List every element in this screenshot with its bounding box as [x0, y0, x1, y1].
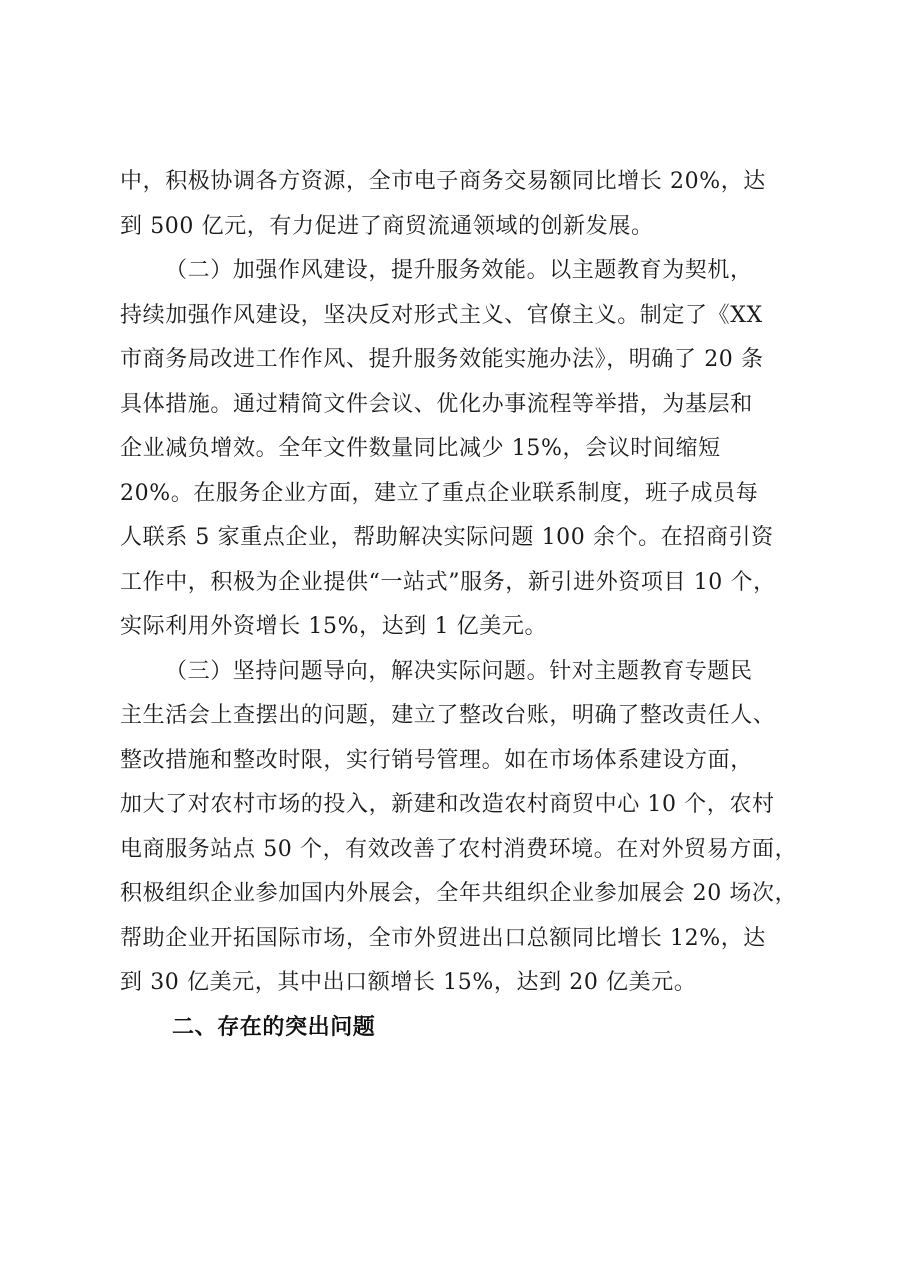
- text-line: 到 500 亿元，有力促进了商贸流通领域的创新发展。: [120, 213, 654, 239]
- text-line: 具体措施。通过精简文件会议、优化办事流程等举措，为基层和: [120, 391, 753, 417]
- text-line: 人联系 5 家重点企业，帮助解决实际问题 100 余个。在招商引资: [120, 525, 774, 550]
- text-line: （三）坚持问题导向，解决实际问题。针对主题教育专题民: [165, 658, 753, 684]
- text-line: 实际利用外资增长 15%，达到 1 亿美元。: [120, 614, 548, 639]
- text-line: 加大了对农村市场的投入，新建和改造农村商贸中心 10 个，农村: [120, 792, 775, 817]
- paragraph-work-style: [120, 249, 810, 650]
- text-line: 20%。在服务企业方面，建立了重点企业联系制度，班子成员每: [120, 480, 759, 506]
- paragraph-continuation: [120, 160, 810, 249]
- text-line: 到 30 亿美元，其中出口额增长 15%，达到 20 亿美元。: [120, 970, 697, 995]
- text-line: 积极组织企业参加国内外展会，全年共组织企业参加展会 20 场次，: [120, 881, 798, 906]
- text-line: 企业减负增效。全年文件数量同比减少 15%，会议时间缩短: [120, 436, 721, 461]
- text-line: 主生活会上查摆出的问题，建立了整改台账，明确了整改责任人、: [120, 703, 776, 728]
- paragraph-problem-oriented: [120, 650, 810, 1006]
- page-content: [120, 160, 810, 1050]
- text-line: 电商服务站点 50 个，有效改善了农村消费环境。在对外贸易方面，: [120, 836, 798, 862]
- text-line: 帮助企业开拓国际市场，全市外贸进出口总额同比增长 12%，达: [120, 925, 766, 951]
- text-line: （二）加强作风建设，提升服务效能。以主题教育为契机，: [165, 258, 753, 283]
- text-line: 中，积极协调各方资源，全市电子商务交易额同比增长 20%，达: [120, 169, 766, 194]
- text-line: 持续加强作风建设，坚决反对形式主义、官僚主义。制定了《XX: [120, 302, 763, 328]
- text-line: 市商务局改进工作作风、提升服务效能实施办法》，明确了 20 条: [120, 347, 764, 372]
- text-line: 整改措施和整改时限，实行销号管理。如在市场体系建设方面，: [120, 747, 753, 773]
- section-heading: 二、存在的突出问题: [172, 1014, 376, 1040]
- text-line: 工作中，积极为企业提供“一站式”服务，新引进外资项目 10 个，: [120, 569, 776, 595]
